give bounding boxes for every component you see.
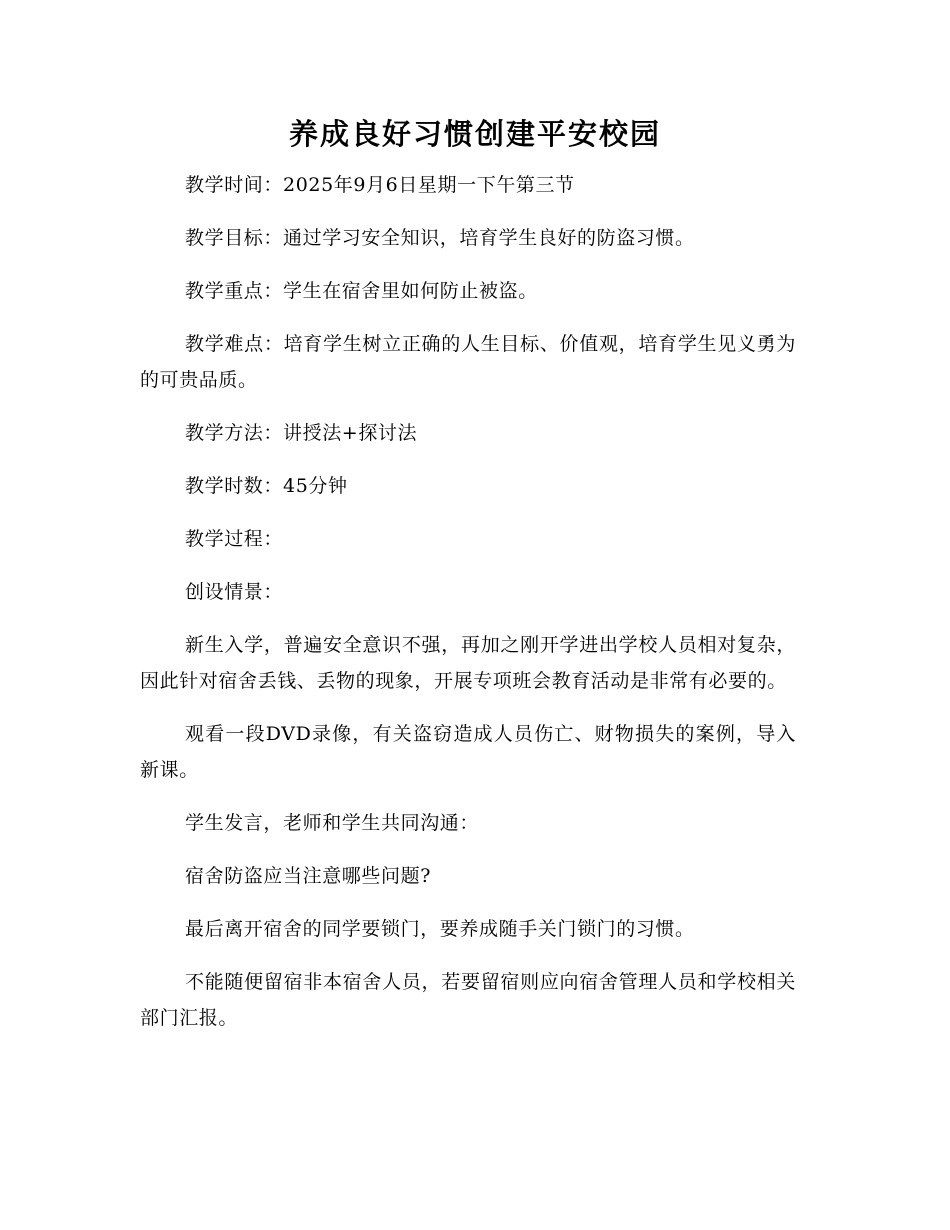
document-title: 养成良好习惯创建平安校园 [288,117,661,151]
paragraph-teaching-goal: 教学目标：通过学习安全知识，培育学生良好的防盗习惯。 [185,227,695,249]
paragraph-no-overnight-guests: 不能随便留宿非本宿舍人员，若要留宿则应向宿舍管理人员和学校相关部门汇报。 [140,971,796,1029]
paragraph-student-discussion: 学生发言，老师和学生共同沟通： [185,812,480,834]
document-body [140,167,796,1053]
paragraph-question: 宿舍防盗应当注意哪些问题? [185,865,431,887]
paragraph-teaching-focus: 教学重点：学生在宿舍里如何防止被盗。 [185,280,538,302]
paragraph-teaching-time: 教学时间：2025年9月6日星期一下午第三节 [185,174,575,196]
paragraph-scenario-heading: 创设情景： [185,581,284,603]
paragraph-scenario-body: 新生入学，普遍安全意识不强，再加之刚开学进出学校人员相对复杂，因此针对宿舍丢钱、丢物的现象，开展专项班会教育活动是非常有必要的。 [140,634,796,692]
paragraph-dvd-video: 观看一段DVD录像，有关盗窃造成人员伤亡、财物损失的案例，导入新课。 [140,723,796,781]
paragraph-teaching-hours: 教学时数：45分钟 [185,475,348,497]
paragraph-lock-door: 最后离开宿舍的同学要锁门，要养成随手关门锁门的习惯。 [185,918,695,940]
paragraph-teaching-difficulty: 教学难点：培育学生树立正确的人生目标、价值观，培育学生见义勇为的可贵品质。 [140,333,796,391]
paragraph-teaching-process: 教学过程： [185,528,284,550]
paragraph-teaching-method: 教学方法：讲授法+探讨法 [185,422,418,444]
